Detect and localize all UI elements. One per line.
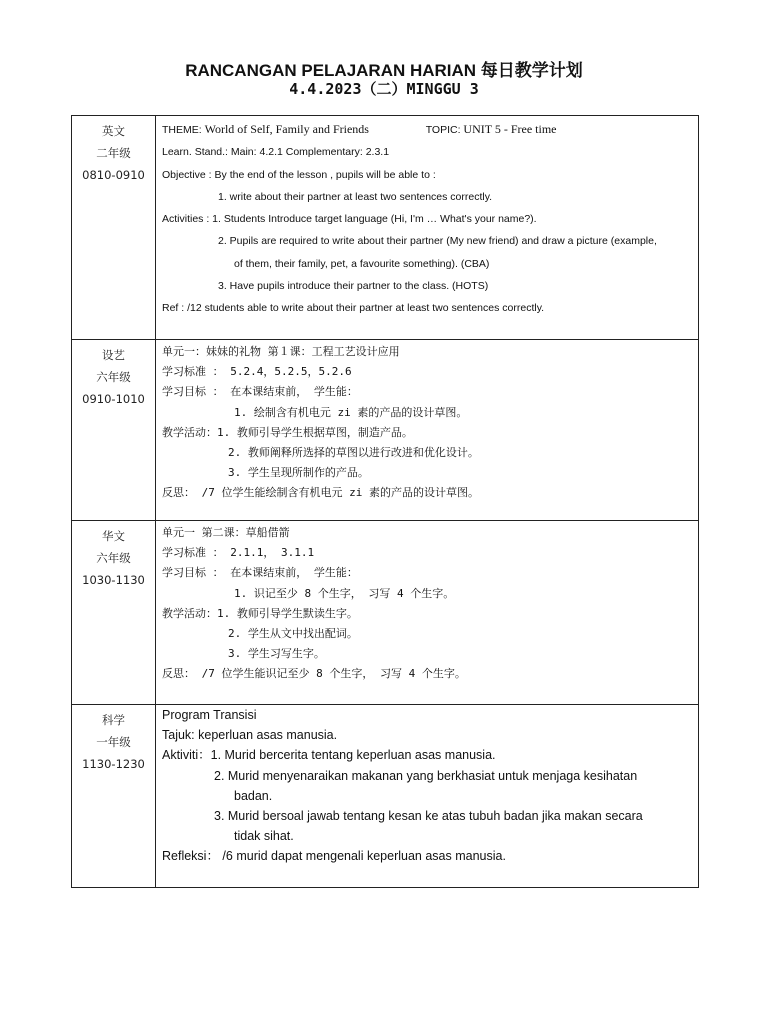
activity-item: 2. Pupils are required to write about their partner (My new friend) and draw a picture (example, — [218, 235, 657, 248]
table-row — [72, 705, 699, 888]
objective: 学习目标 ： 在本课结束前， 学生能： — [162, 566, 358, 580]
date-week-subtitle: 4.4.2023（二）MINGGU 3 — [289, 80, 479, 98]
objective-item: 1. 绘制含有机电元 zi 素的产品的设计草图。 — [234, 405, 468, 419]
topic-label: TOPIC: — [425, 124, 461, 136]
objective: 学习目标 ： 在本课结束前， 学生能： — [162, 385, 358, 399]
unit-title: 单元一：妹妹的礼物 第１课：工程工艺设计应用 — [162, 345, 400, 358]
reflection: Refleksi： /6 murid dapat mengenali keperluan asas manusia. — [162, 849, 506, 864]
time-slot: 0810-0910 — [82, 168, 145, 182]
activity-item: 3. 学生呈现所制作的产品。 — [228, 466, 369, 480]
activity-item: 教学活动：1. 教师引导学生根据草图，制造产品。 — [162, 425, 413, 439]
subject-cell — [72, 521, 156, 705]
activity-item: 2. 学生从文中找出配词。 — [228, 627, 358, 641]
subject-name: 设艺 — [102, 348, 125, 362]
class-level: 一年级 — [96, 735, 131, 749]
table-row — [72, 340, 699, 521]
activity-item: 3. Murid bersoal jawab tentang kesan ke atas tubuh badan jika makan secara — [214, 809, 643, 824]
activity-item-continued: tidak sihat. — [234, 829, 294, 844]
activity-item-continued: of them, their family, pet, a favourite something). (CBA) — [234, 257, 490, 270]
table-row — [72, 521, 699, 705]
topic: Tajuk: keperluan asas manusia. — [162, 728, 338, 743]
learning-standard: 学习标准 ： 5.2.4，5.2.5，5.2.6 — [162, 365, 352, 379]
class-level: 六年级 — [96, 370, 131, 384]
time-slot: 1030-1130 — [82, 573, 145, 587]
subject-cell — [72, 340, 156, 521]
lesson-content-cell — [156, 521, 699, 705]
class-level: 二年级 — [96, 146, 131, 160]
lesson-content-cell — [156, 340, 699, 521]
subject-cell — [72, 705, 156, 888]
page-title: RANCANGAN PELAJARAN HARIAN 每日教学计划 — [185, 61, 583, 80]
activity-item: 3. 学生习写生字。 — [228, 647, 325, 661]
subject-name: 科学 — [102, 713, 125, 727]
class-level: 六年级 — [96, 551, 131, 565]
activity-item: 教学活动：1. 教师引导学生默读生字。 — [162, 606, 358, 620]
theme-value: World of Self, Family and Friends — [204, 122, 369, 136]
lesson-plan-table — [71, 115, 699, 888]
theme-line — [162, 118, 698, 141]
activity-item-continued: badan. — [234, 788, 273, 803]
objective-item: 1. 识记至少 8 个生字， 习写 4 个生字。 — [234, 586, 455, 600]
learning-standard: 学习标准 ： 2.1.1， 3.1.1 — [162, 546, 315, 560]
reflection: 反思： /7 位学生能绘制含有机电元 zi 素的产品的设计草图。 — [162, 486, 479, 500]
learning-standard: Learn. Stand.: Main: 4.2.1 Complementary: 2.3.1 — [162, 146, 390, 159]
reflection: Ref : /12 students able to write about their partner at least two sentences correctly. — [162, 302, 545, 315]
subject-cell — [72, 116, 156, 340]
reflection: 反思： /7 位学生能识记至少 8 个生字， 习写 4 个生字。 — [162, 667, 466, 681]
theme-label: THEME: — [162, 124, 202, 136]
objective-item: 1. write about their partner at least two sentences correctly. — [218, 190, 493, 203]
subject-name: 英文 — [102, 124, 125, 138]
time-slot: 0910-1010 — [82, 392, 145, 406]
objective: Objective : By the end of the lesson , pupils will be able to : — [162, 168, 436, 181]
lesson-content-cell — [156, 705, 699, 888]
activity-item: 3. Have pupils introduce their partner to the class. (HOTS) — [218, 280, 489, 293]
subject-name: 华文 — [102, 529, 125, 543]
table-row — [72, 116, 699, 340]
topic-value: UNIT 5 - Free time — [463, 122, 557, 136]
unit-title: 单元一 第二课：草船借箭 — [162, 526, 290, 539]
time-slot: 1130-1230 — [82, 757, 145, 771]
program-title: Program Transisi — [162, 708, 257, 722]
activity-item: 2. Murid menyenaraikan makanan yang berkhasiat untuk menjaga kesihatan — [214, 768, 638, 783]
activity-item: Activities : 1. Students Introduce target language (Hi, I'm … What's your name?). — [162, 213, 537, 226]
activity-item: Aktiviti：1. Murid bercerita tentang keperluan asas manusia. — [162, 748, 496, 763]
lesson-content-cell — [156, 116, 699, 340]
activity-item: 2. 教师阐释所选择的草图以进行改进和优化设计。 — [228, 446, 479, 460]
